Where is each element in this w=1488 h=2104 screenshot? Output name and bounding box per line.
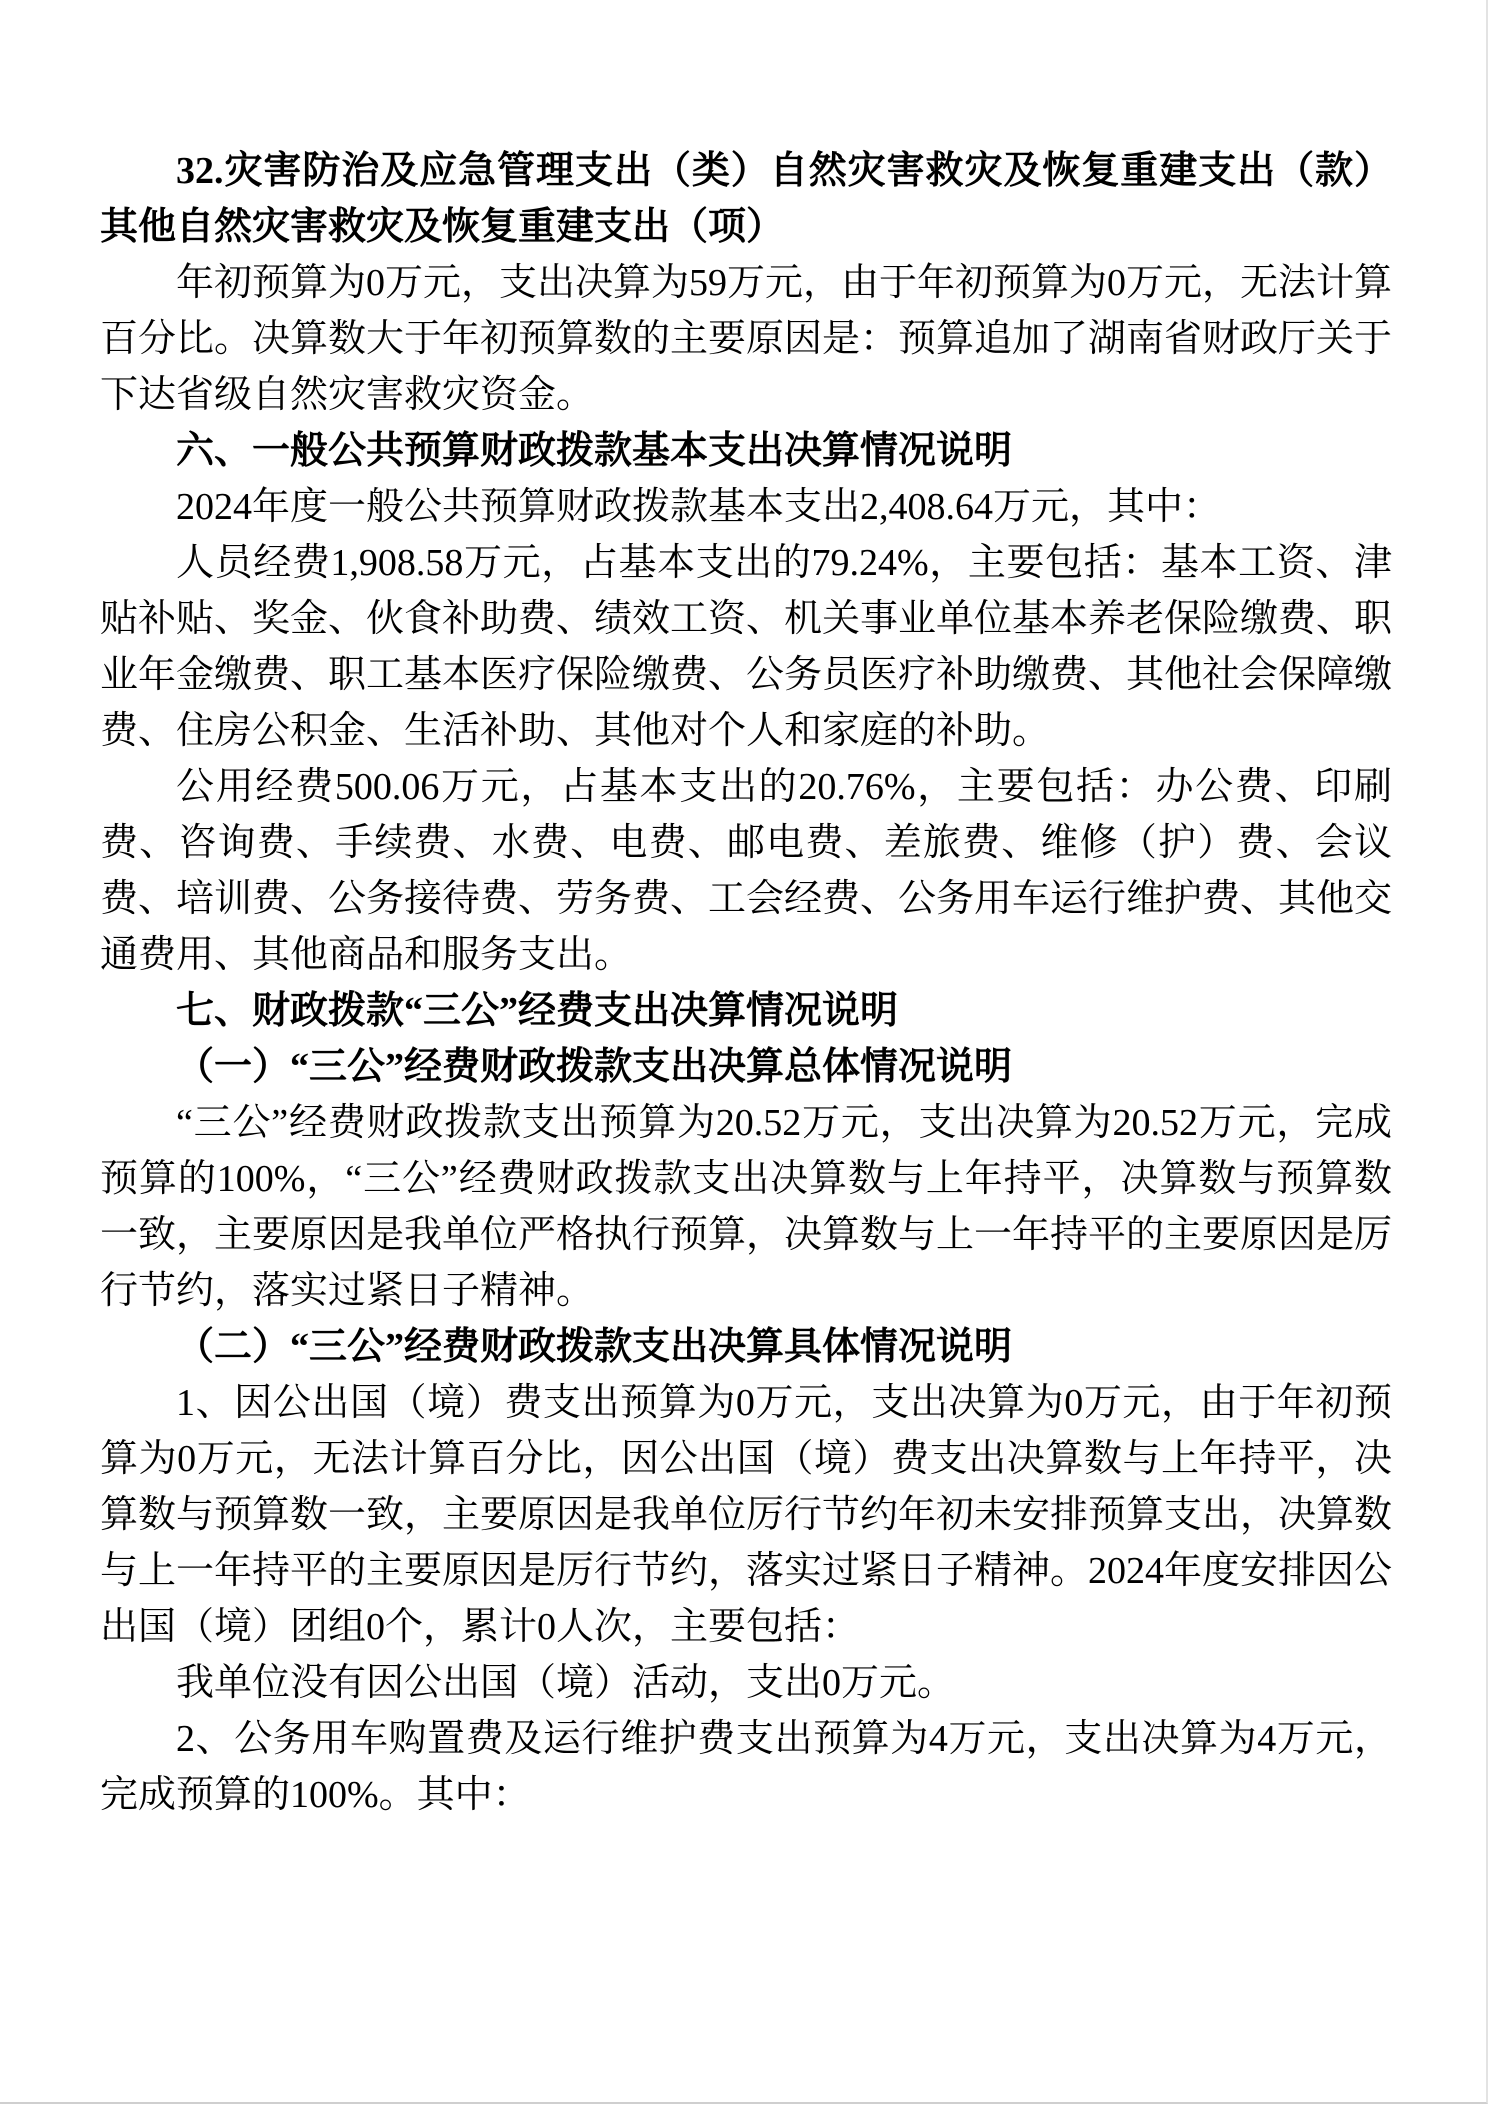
subsection-heading-one: （一）“三公”经费财政拨款支出决算总体情况说明: [176, 1046, 1013, 1088]
paragraph-sangong-overview: “三公”经费财政拨款支出预算为20.52万元，支出决算为20.52万元，完成预算的100%，“三公”经费财政拨款支出决算数与上年持平，决算数与预算数一致，主要原因是我单位严格执行预算，决算数与上一年持平的主要原因是厉行节约，落实过紧日子精神。: [100, 1102, 1393, 1312]
section-heading-six: 六、一般公共预算财政拨款基本支出决算情况说明: [176, 430, 1013, 472]
paragraph-abroad-expense: 1、因公出国（境）费支出预算为0万元，支出决算为0万元，由于年初预算为0万元，无法计算百分比，因公出国（境）费支出决算数与上年持平，决算数与预算数一致，主要原因是我单位厉行节约年初未安排预算支出，决算数与上一年持平的主要原因是厉行节约，落实过紧日子精神。2024年度安排因公出国（境）团组0个，累计0人次，主要包括：: [100, 1382, 1393, 1648]
paragraph-public-expense: 公用经费500.06万元，占基本支出的20.76%，主要包括：办公费、印刷费、咨询费、手续费、水费、电费、邮电费、差旅费、维修（护）费、会议费、培训费、公务接待费、劳务费、工会经费、公务用车运行维护费、其他交通费用、其他商品和服务支出。: [100, 766, 1393, 976]
subsection-heading-two: （二）“三公”经费财政拨款支出决算具体情况说明: [176, 1326, 1013, 1368]
document-body: [100, 143, 1392, 1823]
section-heading-32: 32.灾害防治及应急管理支出（类）自然灾害救灾及恢复重建支出（款）其他自然灾害救灾及恢复重建支出（项）: [100, 150, 1392, 248]
paragraph-basic-expense-total: 2024年度一般公共预算财政拨款基本支出2,408.64万元，其中：: [176, 486, 1222, 528]
section-heading-seven: 七、财政拨款“三公”经费支出决算情况说明: [176, 990, 899, 1032]
paragraph-no-abroad-activity: 我单位没有因公出国（境）活动，支出0万元。: [176, 1662, 956, 1704]
paragraph-budget-explain-32: 年初预算为0万元，支出决算为59万元，由于年初预算为0万元，无法计算百分比。决算数大于年初预算数的主要原因是：预算追加了湖南省财政厅关于下达省级自然灾害救灾资金。: [100, 262, 1393, 416]
paragraph-vehicle-expense: 2、公务用车购置费及运行维护费支出预算为4万元，支出决算为4万元，完成预算的100%。其中：: [100, 1718, 1392, 1816]
paragraph-personnel-expense: 人员经费1,908.58万元，占基本支出的79.24%，主要包括：基本工资、津贴补贴、奖金、伙食补助费、绩效工资、机关事业单位基本养老保险缴费、职业年金缴费、职工基本医疗保险缴费、公务员医疗补助缴费、其他社会保障缴费、住房公积金、生活补助、其他对个人和家庭的补助。: [100, 542, 1393, 752]
